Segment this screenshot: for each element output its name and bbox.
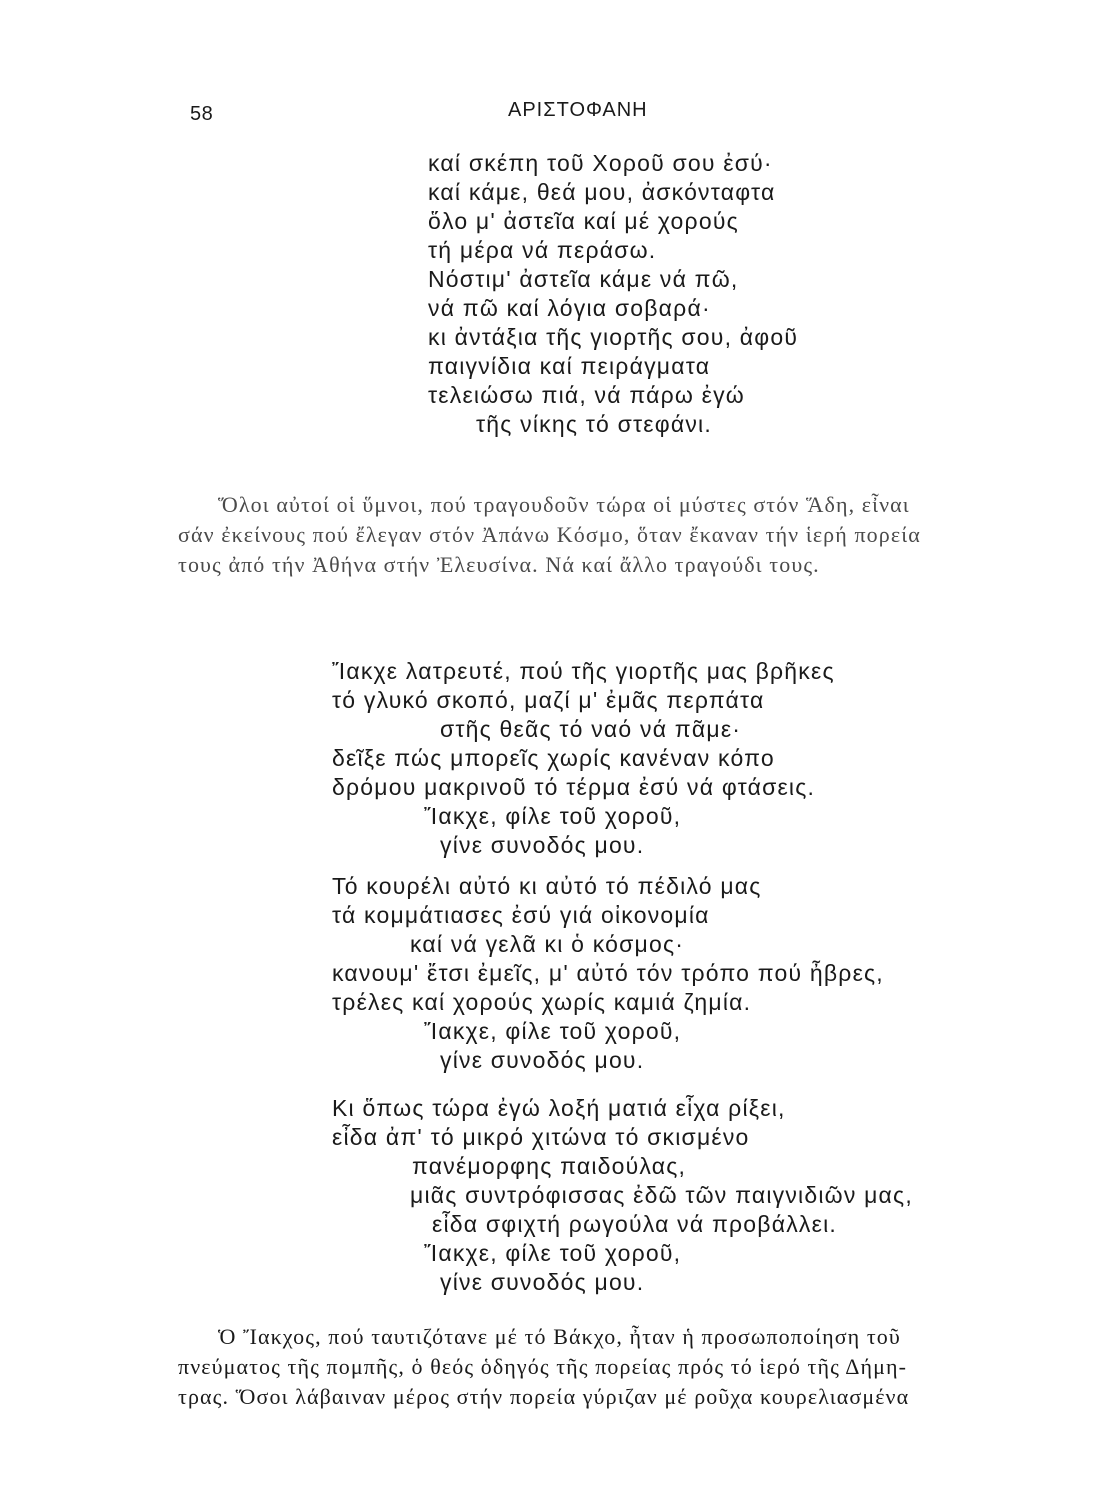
verse-line: τρέλες καί χορούς χωρίς καμιά ζημία. [332, 989, 752, 1015]
verse-line: γίνε συνοδός μου. [440, 832, 645, 858]
verse-line: γίνε συνοδός μου. [440, 1269, 645, 1295]
verse-line: κανουμ' ἔτσι ἐμεῖς, μ' αὐτό τόν τρόπο πού ἦβρες, [332, 960, 884, 986]
verse-line: τό γλυκό σκοπό, μαζί μ' ἐμᾶς περπάτα [332, 687, 765, 713]
note-line: τους ἀπό τήν Ἀθήνα στήν Ἐλευσίνα. Νά καί ἄλλο τραγούδι τους. [178, 552, 820, 577]
commentary-note-1 [178, 490, 921, 580]
verse-line: τά κομμάτιασες ἐσύ γιά οἰκονομία [332, 902, 710, 928]
verse-line: τῆς νίκης τό στεφάνι. [476, 411, 712, 437]
verse-stanza-1 [428, 149, 798, 439]
verse-stanza-4 [332, 1094, 913, 1297]
verse-line: τή μέρα νά περάσω. [428, 237, 657, 263]
verse-line: Νόστιμ' ἀστεῖα κάμε νά πῶ, [428, 266, 739, 292]
verse-stanza-2 [332, 657, 835, 860]
verse-line: δεῖξε πώς μπορεῖς χωρίς κανέναν κόπο [332, 745, 775, 771]
verse-line: παιγνίδια καί πειράγματα [428, 353, 711, 379]
verse-line: καί νά γελᾶ κι ὁ κόσμος· [410, 931, 685, 957]
verse-line: εἶδα ἀπ' τό μικρό χιτώνα τό σκισμένο [332, 1124, 750, 1150]
verse-line: κι ἀντάξια τῆς γιορτῆς σου, ἀφοῦ [428, 324, 799, 350]
verse-line: Τό κουρέλι αὐτό κι αὐτό τό πέδιλό μας [332, 873, 762, 899]
verse-line: πανέμορφης παιδούλας, [412, 1153, 687, 1179]
verse-stanza-3 [332, 872, 884, 1075]
verse-line: καί σκέπη τοῦ Χοροῦ σου ἐσύ· [428, 150, 773, 176]
verse-line: στῆς θεᾶς τό ναό νά πᾶμε· [440, 716, 742, 742]
verse-line: μιᾶς συντρόφισσας ἐδῶ τῶν παιγνιδιῶν μας, [410, 1182, 913, 1208]
verse-line: Κι ὅπως τώρα ἐγώ λοξή ματιά εἶχα ρίξει, [332, 1095, 786, 1121]
running-title: ΑΡΙΣΤΟΦΑΝΗ [508, 99, 648, 121]
verse-line: εἶδα σφιχτή ρωγούλα νά προβάλλει. [432, 1211, 837, 1237]
verse-line: Ἴακχε, φίλε τοῦ χοροῦ, [424, 1018, 682, 1044]
verse-line: Ἴακχε λατρευτέ, πού τῆς γιορτῆς μας βρῆκες [332, 658, 835, 684]
verse-line: νά πῶ καί λόγια σοβαρά· [428, 295, 711, 321]
commentary-note-2 [178, 1322, 910, 1412]
note-line: Ὅλοι αὐτοί οἱ ὕμνοι, πού τραγουδοῦν τώρα οἱ μύστες στόν Ἅδη, εἶναι [218, 492, 910, 517]
verse-line: καί κάμε, θεά μου, ἀσκόνταφτα [428, 179, 776, 205]
verse-line: Ἴακχε, φίλε τοῦ χοροῦ, [424, 803, 682, 829]
note-line: Ὁ Ἴακχος, πού ταυτιζότανε μέ τό Βάκχο, ἦταν ἡ προσωποποίηση τοῦ [218, 1324, 901, 1349]
note-line: πνεύματος τῆς πομπῆς, ὁ θεός ὁδηγός τῆς πορείας πρός τό ἱερό τῆς Δήμη- [178, 1354, 908, 1379]
verse-line: γίνε συνοδός μου. [440, 1047, 645, 1073]
verse-line: τελειώσω πιά, νά πάρω ἐγώ [428, 382, 745, 408]
verse-line: ὅλο μ' ἀστεῖα καί μέ χορούς [428, 208, 739, 234]
page-number: 58 [190, 103, 214, 125]
verse-line: Ἴακχε, φίλε τοῦ χοροῦ, [424, 1240, 682, 1266]
verse-line: δρόμου μακρινοῦ τό τέρμα ἐσύ νά φτάσεις. [332, 774, 816, 800]
note-line: τρας. Ὅσοι λάβαιναν μέρος στήν πορεία γύριζαν μέ ροῦχα κουρελιασμένα [178, 1384, 910, 1409]
note-line: σάν ἐκείνους πού ἔλεγαν στόν Ἀπάνω Κόσμο, ὅταν ἔκαναν τήν ἱερή πορεία [178, 522, 921, 547]
